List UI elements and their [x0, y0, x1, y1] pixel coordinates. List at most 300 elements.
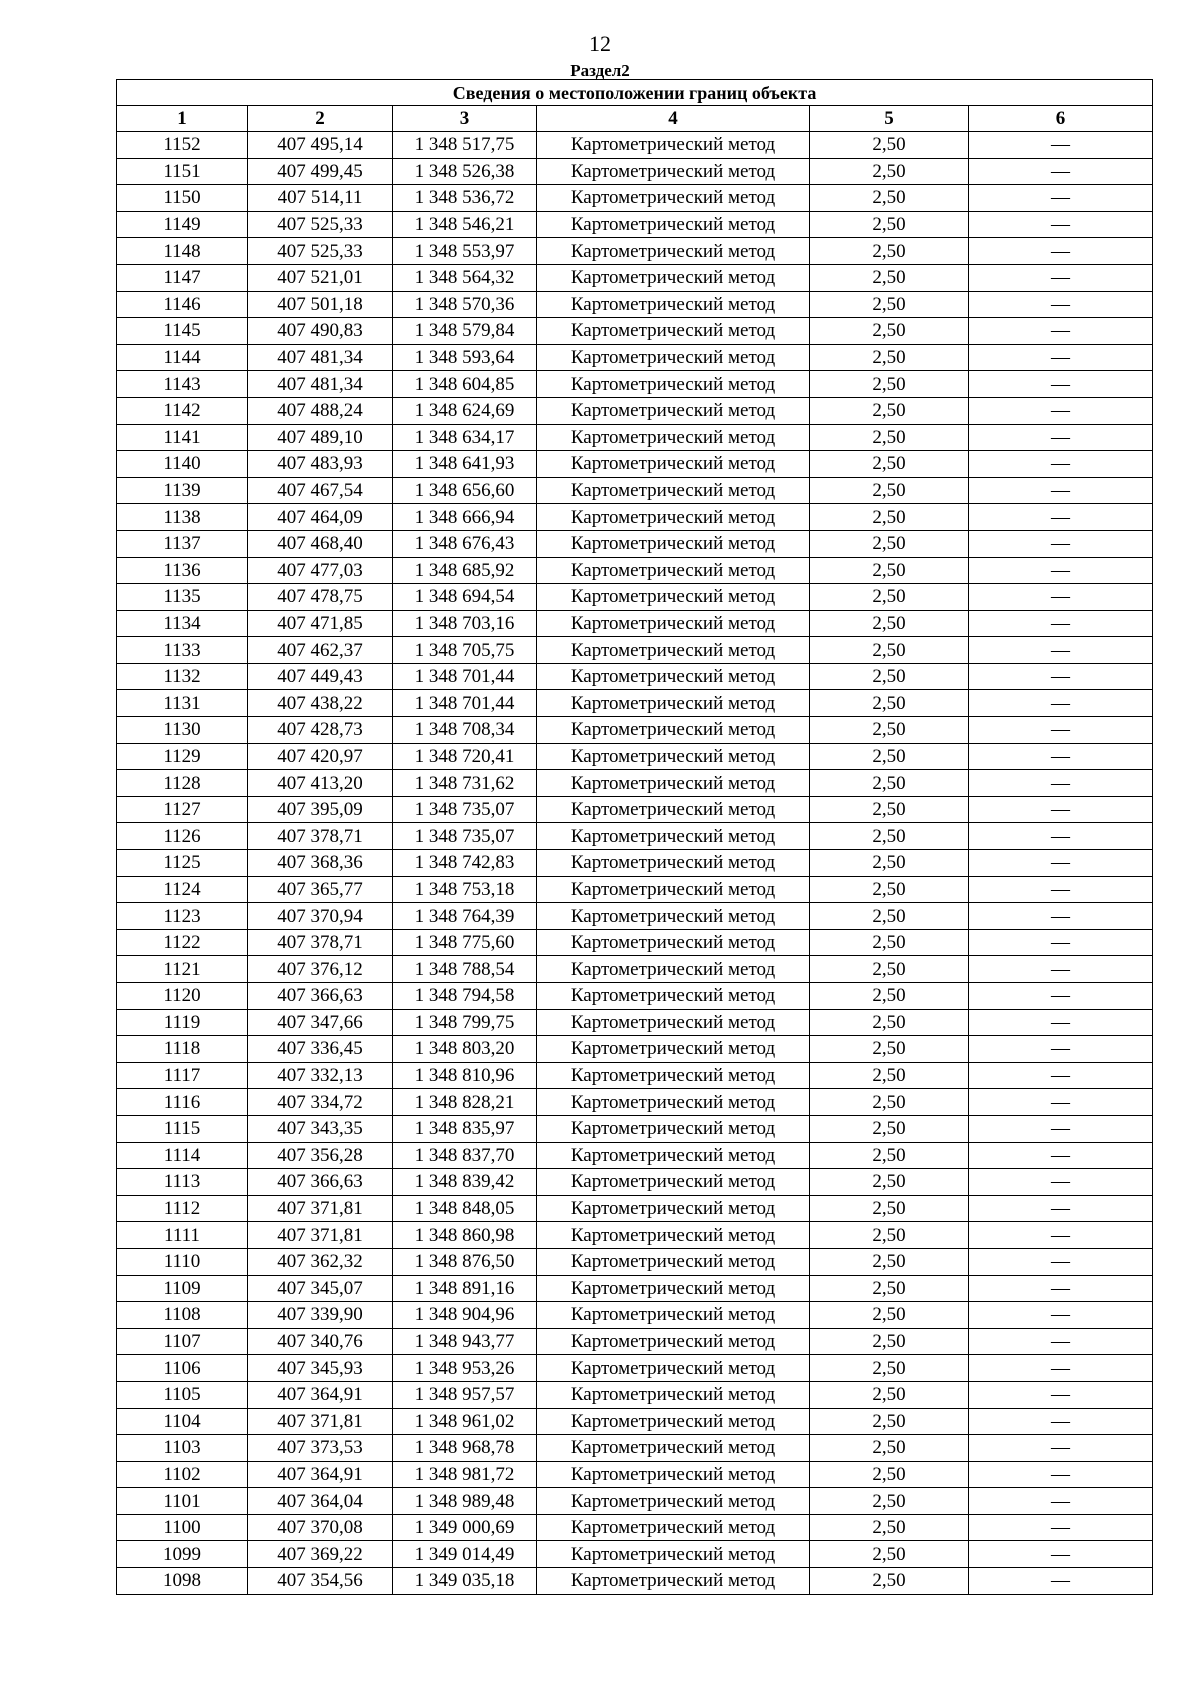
x-coordinate-cell: 407 478,75 — [248, 584, 393, 611]
x-coordinate-cell: 407 481,34 — [248, 371, 393, 398]
method-cell: Картометрический метод — [537, 1302, 810, 1329]
x-coordinate-cell: 407 373,53 — [248, 1435, 393, 1462]
y-coordinate-cell: 1 348 794,58 — [393, 983, 537, 1010]
point-number-cell: 1133 — [117, 637, 248, 664]
x-coordinate-cell: 407 499,45 — [248, 158, 393, 185]
table-row — [117, 637, 1153, 664]
y-coordinate-cell: 1 348 666,94 — [393, 504, 537, 531]
x-coordinate-cell: 407 489,10 — [248, 424, 393, 451]
point-number-cell: 1122 — [117, 929, 248, 956]
point-number-cell: 1148 — [117, 238, 248, 265]
description-cell: — — [969, 451, 1153, 478]
method-cell: Картометрический метод — [537, 584, 810, 611]
x-coordinate-cell: 407 370,94 — [248, 903, 393, 930]
y-coordinate-cell: 1 348 891,16 — [393, 1275, 537, 1302]
description-cell: — — [969, 1568, 1153, 1595]
description-cell: — — [969, 903, 1153, 930]
point-number-cell: 1108 — [117, 1302, 248, 1329]
method-cell: Картометрический метод — [537, 743, 810, 770]
y-coordinate-cell: 1 348 705,75 — [393, 637, 537, 664]
point-number-cell: 1119 — [117, 1009, 248, 1036]
description-cell: — — [969, 823, 1153, 850]
method-cell: Картометрический метод — [537, 1062, 810, 1089]
point-number-cell: 1147 — [117, 264, 248, 291]
method-cell: Картометрический метод — [537, 397, 810, 424]
table-row — [117, 557, 1153, 584]
y-coordinate-cell: 1 348 570,36 — [393, 291, 537, 318]
point-number-cell: 1127 — [117, 796, 248, 823]
table-row — [117, 823, 1153, 850]
point-number-cell: 1150 — [117, 185, 248, 212]
accuracy-cell: 2,50 — [810, 983, 969, 1010]
point-number-cell: 1132 — [117, 663, 248, 690]
method-cell: Картометрический метод — [537, 211, 810, 238]
method-cell: Картометрический метод — [537, 451, 810, 478]
point-number-cell: 1114 — [117, 1142, 248, 1169]
accuracy-cell: 2,50 — [810, 663, 969, 690]
method-cell: Картометрический метод — [537, 983, 810, 1010]
description-cell: — — [969, 504, 1153, 531]
point-number-cell: 1099 — [117, 1541, 248, 1568]
table-row — [117, 1195, 1153, 1222]
description-cell: — — [969, 185, 1153, 212]
table-row — [117, 504, 1153, 531]
point-number-cell: 1116 — [117, 1089, 248, 1116]
y-coordinate-cell: 1 348 961,02 — [393, 1408, 537, 1435]
x-coordinate-cell: 407 364,04 — [248, 1488, 393, 1515]
x-coordinate-cell: 407 347,66 — [248, 1009, 393, 1036]
y-coordinate-cell: 1 348 989,48 — [393, 1488, 537, 1515]
description-cell: — — [969, 264, 1153, 291]
x-coordinate-cell: 407 334,72 — [248, 1089, 393, 1116]
description-cell: — — [969, 397, 1153, 424]
accuracy-cell: 2,50 — [810, 1541, 969, 1568]
description-cell: — — [969, 1302, 1153, 1329]
y-coordinate-cell: 1 348 735,07 — [393, 823, 537, 850]
table-row — [117, 770, 1153, 797]
point-number-cell: 1146 — [117, 291, 248, 318]
y-coordinate-cell: 1 348 835,97 — [393, 1115, 537, 1142]
point-number-cell: 1102 — [117, 1461, 248, 1488]
point-number-cell: 1118 — [117, 1036, 248, 1063]
description-cell: — — [969, 637, 1153, 664]
x-coordinate-cell: 407 376,12 — [248, 956, 393, 983]
column-number: 1 — [117, 106, 248, 132]
point-number-cell: 1106 — [117, 1355, 248, 1382]
description-cell: — — [969, 1381, 1153, 1408]
point-number-cell: 1107 — [117, 1328, 248, 1355]
table-row — [117, 1009, 1153, 1036]
method-cell: Картометрический метод — [537, 1435, 810, 1462]
point-number-cell: 1112 — [117, 1195, 248, 1222]
x-coordinate-cell: 407 369,22 — [248, 1541, 393, 1568]
accuracy-cell: 2,50 — [810, 770, 969, 797]
y-coordinate-cell: 1 349 035,18 — [393, 1568, 537, 1595]
description-cell: — — [969, 1089, 1153, 1116]
table-row — [117, 663, 1153, 690]
boundary-coordinates-table — [116, 79, 1153, 1595]
x-coordinate-cell: 407 345,07 — [248, 1275, 393, 1302]
y-coordinate-cell: 1 348 701,44 — [393, 690, 537, 717]
y-coordinate-cell: 1 349 000,69 — [393, 1514, 537, 1541]
x-coordinate-cell: 407 356,28 — [248, 1142, 393, 1169]
accuracy-cell: 2,50 — [810, 397, 969, 424]
method-cell: Картометрический метод — [537, 796, 810, 823]
table-row — [117, 1328, 1153, 1355]
table-row — [117, 1514, 1153, 1541]
table-row — [117, 530, 1153, 557]
accuracy-cell: 2,50 — [810, 185, 969, 212]
method-cell: Картометрический метод — [537, 530, 810, 557]
y-coordinate-cell: 1 348 904,96 — [393, 1302, 537, 1329]
table-row — [117, 1381, 1153, 1408]
table-row — [117, 690, 1153, 717]
table-row — [117, 185, 1153, 212]
method-cell: Картометрический метод — [537, 1275, 810, 1302]
table-row — [117, 1568, 1153, 1595]
accuracy-cell: 2,50 — [810, 264, 969, 291]
method-cell: Картометрический метод — [537, 1248, 810, 1275]
accuracy-cell: 2,50 — [810, 796, 969, 823]
table-row — [117, 1408, 1153, 1435]
table-row — [117, 1169, 1153, 1196]
accuracy-cell: 2,50 — [810, 1514, 969, 1541]
table-row — [117, 344, 1153, 371]
table-row — [117, 1461, 1153, 1488]
y-coordinate-cell: 1 348 624,69 — [393, 397, 537, 424]
x-coordinate-cell: 407 336,45 — [248, 1036, 393, 1063]
x-coordinate-cell: 407 332,13 — [248, 1062, 393, 1089]
x-coordinate-cell: 407 340,76 — [248, 1328, 393, 1355]
method-cell: Картометрический метод — [537, 663, 810, 690]
point-number-cell: 1125 — [117, 850, 248, 877]
x-coordinate-cell: 407 364,91 — [248, 1381, 393, 1408]
accuracy-cell: 2,50 — [810, 1142, 969, 1169]
table-row — [117, 451, 1153, 478]
x-coordinate-cell: 407 365,77 — [248, 876, 393, 903]
table-row — [117, 929, 1153, 956]
x-coordinate-cell: 407 477,03 — [248, 557, 393, 584]
x-coordinate-cell: 407 471,85 — [248, 610, 393, 637]
description-cell: — — [969, 770, 1153, 797]
description-cell: — — [969, 530, 1153, 557]
accuracy-cell: 2,50 — [810, 1355, 969, 1382]
x-coordinate-cell: 407 514,11 — [248, 185, 393, 212]
point-number-cell: 1152 — [117, 132, 248, 159]
y-coordinate-cell: 1 348 981,72 — [393, 1461, 537, 1488]
description-cell: — — [969, 1435, 1153, 1462]
method-cell: Картометрический метод — [537, 876, 810, 903]
x-coordinate-cell: 407 371,81 — [248, 1222, 393, 1249]
method-cell: Картометрический метод — [537, 1036, 810, 1063]
accuracy-cell: 2,50 — [810, 291, 969, 318]
y-coordinate-cell: 1 348 676,43 — [393, 530, 537, 557]
point-number-cell: 1126 — [117, 823, 248, 850]
y-coordinate-cell: 1 348 517,75 — [393, 132, 537, 159]
table-row — [117, 238, 1153, 265]
column-number-row — [117, 106, 1153, 132]
table-row — [117, 1541, 1153, 1568]
description-cell: — — [969, 956, 1153, 983]
table-row — [117, 1062, 1153, 1089]
accuracy-cell: 2,50 — [810, 1222, 969, 1249]
y-coordinate-cell: 1 348 775,60 — [393, 929, 537, 956]
method-cell: Картометрический метод — [537, 158, 810, 185]
accuracy-cell: 2,50 — [810, 424, 969, 451]
y-coordinate-cell: 1 348 742,83 — [393, 850, 537, 877]
description-cell: — — [969, 663, 1153, 690]
point-number-cell: 1136 — [117, 557, 248, 584]
method-cell: Картометрический метод — [537, 1461, 810, 1488]
accuracy-cell: 2,50 — [810, 1328, 969, 1355]
x-coordinate-cell: 407 483,93 — [248, 451, 393, 478]
table-row — [117, 1302, 1153, 1329]
description-cell: — — [969, 1408, 1153, 1435]
y-coordinate-cell: 1 348 731,62 — [393, 770, 537, 797]
y-coordinate-cell: 1 348 735,07 — [393, 796, 537, 823]
description-cell: — — [969, 344, 1153, 371]
description-cell: — — [969, 557, 1153, 584]
y-coordinate-cell: 1 348 876,50 — [393, 1248, 537, 1275]
y-coordinate-cell: 1 348 564,32 — [393, 264, 537, 291]
table-row — [117, 132, 1153, 159]
point-number-cell: 1145 — [117, 318, 248, 345]
x-coordinate-cell: 407 366,63 — [248, 1169, 393, 1196]
method-cell: Картометрический метод — [537, 1009, 810, 1036]
accuracy-cell: 2,50 — [810, 1115, 969, 1142]
description-cell: — — [969, 876, 1153, 903]
y-coordinate-cell: 1 348 968,78 — [393, 1435, 537, 1462]
column-number: 6 — [969, 106, 1153, 132]
description-cell: — — [969, 1275, 1153, 1302]
point-number-cell: 1134 — [117, 610, 248, 637]
x-coordinate-cell: 407 464,09 — [248, 504, 393, 531]
point-number-cell: 1131 — [117, 690, 248, 717]
method-cell: Картометрический метод — [537, 1195, 810, 1222]
table-row — [117, 610, 1153, 637]
x-coordinate-cell: 407 501,18 — [248, 291, 393, 318]
point-number-cell: 1104 — [117, 1408, 248, 1435]
y-coordinate-cell: 1 348 828,21 — [393, 1089, 537, 1116]
point-number-cell: 1151 — [117, 158, 248, 185]
x-coordinate-cell: 407 488,24 — [248, 397, 393, 424]
x-coordinate-cell: 407 449,43 — [248, 663, 393, 690]
description-cell: — — [969, 1222, 1153, 1249]
accuracy-cell: 2,50 — [810, 1381, 969, 1408]
accuracy-cell: 2,50 — [810, 1009, 969, 1036]
y-coordinate-cell: 1 348 546,21 — [393, 211, 537, 238]
table-row — [117, 1089, 1153, 1116]
point-number-cell: 1113 — [117, 1169, 248, 1196]
point-number-cell: 1137 — [117, 530, 248, 557]
accuracy-cell: 2,50 — [810, 1408, 969, 1435]
x-coordinate-cell: 407 521,01 — [248, 264, 393, 291]
accuracy-cell: 2,50 — [810, 1169, 969, 1196]
y-coordinate-cell: 1 348 848,05 — [393, 1195, 537, 1222]
x-coordinate-cell: 407 371,81 — [248, 1195, 393, 1222]
method-cell: Картометрический метод — [537, 1328, 810, 1355]
x-coordinate-cell: 407 339,90 — [248, 1302, 393, 1329]
accuracy-cell: 2,50 — [810, 876, 969, 903]
x-coordinate-cell: 407 343,35 — [248, 1115, 393, 1142]
accuracy-cell: 2,50 — [810, 1488, 969, 1515]
accuracy-cell: 2,50 — [810, 132, 969, 159]
x-coordinate-cell: 407 378,71 — [248, 823, 393, 850]
x-coordinate-cell: 407 362,32 — [248, 1248, 393, 1275]
x-coordinate-cell: 407 413,20 — [248, 770, 393, 797]
description-cell: — — [969, 1355, 1153, 1382]
accuracy-cell: 2,50 — [810, 584, 969, 611]
y-coordinate-cell: 1 348 604,85 — [393, 371, 537, 398]
table-row — [117, 371, 1153, 398]
accuracy-cell: 2,50 — [810, 637, 969, 664]
accuracy-cell: 2,50 — [810, 530, 969, 557]
x-coordinate-cell: 407 354,56 — [248, 1568, 393, 1595]
accuracy-cell: 2,50 — [810, 610, 969, 637]
table-body — [117, 132, 1153, 1595]
method-cell: Картометрический метод — [537, 1381, 810, 1408]
accuracy-cell: 2,50 — [810, 956, 969, 983]
y-coordinate-cell: 1 348 957,57 — [393, 1381, 537, 1408]
accuracy-cell: 2,50 — [810, 1302, 969, 1329]
description-cell: — — [969, 371, 1153, 398]
description-cell: — — [969, 1195, 1153, 1222]
method-cell: Картометрический метод — [537, 185, 810, 212]
x-coordinate-cell: 407 371,81 — [248, 1408, 393, 1435]
point-number-cell: 1135 — [117, 584, 248, 611]
description-cell: — — [969, 1461, 1153, 1488]
point-number-cell: 1141 — [117, 424, 248, 451]
table-row — [117, 743, 1153, 770]
point-number-cell: 1140 — [117, 451, 248, 478]
y-coordinate-cell: 1 348 536,72 — [393, 185, 537, 212]
y-coordinate-cell: 1 348 860,98 — [393, 1222, 537, 1249]
table-row — [117, 717, 1153, 744]
x-coordinate-cell: 407 395,09 — [248, 796, 393, 823]
description-cell: — — [969, 1115, 1153, 1142]
method-cell: Картометрический метод — [537, 504, 810, 531]
x-coordinate-cell: 407 428,73 — [248, 717, 393, 744]
description-cell: — — [969, 1328, 1153, 1355]
description-cell: — — [969, 690, 1153, 717]
x-coordinate-cell: 407 525,33 — [248, 211, 393, 238]
accuracy-cell: 2,50 — [810, 1036, 969, 1063]
y-coordinate-cell: 1 348 788,54 — [393, 956, 537, 983]
table-row — [117, 318, 1153, 345]
accuracy-cell: 2,50 — [810, 823, 969, 850]
x-coordinate-cell: 407 345,93 — [248, 1355, 393, 1382]
table-row — [117, 983, 1153, 1010]
description-cell: — — [969, 1036, 1153, 1063]
table-row — [117, 1248, 1153, 1275]
y-coordinate-cell: 1 348 764,39 — [393, 903, 537, 930]
method-cell: Картометрический метод — [537, 717, 810, 744]
description-cell: — — [969, 610, 1153, 637]
table-row — [117, 424, 1153, 451]
point-number-cell: 1121 — [117, 956, 248, 983]
x-coordinate-cell: 407 364,91 — [248, 1461, 393, 1488]
x-coordinate-cell: 407 366,63 — [248, 983, 393, 1010]
table-row — [117, 477, 1153, 504]
method-cell: Картометрический метод — [537, 1169, 810, 1196]
y-coordinate-cell: 1 348 553,97 — [393, 238, 537, 265]
table-row — [117, 397, 1153, 424]
method-cell: Картометрический метод — [537, 770, 810, 797]
point-number-cell: 1144 — [117, 344, 248, 371]
method-cell: Картометрический метод — [537, 1408, 810, 1435]
accuracy-cell: 2,50 — [810, 929, 969, 956]
y-coordinate-cell: 1 348 708,34 — [393, 717, 537, 744]
y-coordinate-cell: 1 348 837,70 — [393, 1142, 537, 1169]
accuracy-cell: 2,50 — [810, 1275, 969, 1302]
y-coordinate-cell: 1 348 803,20 — [393, 1036, 537, 1063]
y-coordinate-cell: 1 348 641,93 — [393, 451, 537, 478]
table-row — [117, 1142, 1153, 1169]
x-coordinate-cell: 407 378,71 — [248, 929, 393, 956]
point-number-cell: 1124 — [117, 876, 248, 903]
accuracy-cell: 2,50 — [810, 211, 969, 238]
method-cell: Картометрический метод — [537, 637, 810, 664]
point-number-cell: 1100 — [117, 1514, 248, 1541]
column-number: 5 — [810, 106, 969, 132]
y-coordinate-cell: 1 348 943,77 — [393, 1328, 537, 1355]
accuracy-cell: 2,50 — [810, 451, 969, 478]
y-coordinate-cell: 1 349 014,49 — [393, 1541, 537, 1568]
y-coordinate-cell: 1 348 593,64 — [393, 344, 537, 371]
accuracy-cell: 2,50 — [810, 1089, 969, 1116]
point-number-cell: 1105 — [117, 1381, 248, 1408]
description-cell: — — [969, 1541, 1153, 1568]
method-cell: Картометрический метод — [537, 477, 810, 504]
point-number-cell: 1130 — [117, 717, 248, 744]
point-number-cell: 1111 — [117, 1222, 248, 1249]
description-cell: — — [969, 743, 1153, 770]
column-number: 4 — [537, 106, 810, 132]
description-cell: — — [969, 477, 1153, 504]
y-coordinate-cell: 1 348 685,92 — [393, 557, 537, 584]
x-coordinate-cell: 407 370,08 — [248, 1514, 393, 1541]
description-cell: — — [969, 850, 1153, 877]
accuracy-cell: 2,50 — [810, 158, 969, 185]
x-coordinate-cell: 407 420,97 — [248, 743, 393, 770]
method-cell: Картометрический метод — [537, 424, 810, 451]
y-coordinate-cell: 1 348 703,16 — [393, 610, 537, 637]
accuracy-cell: 2,50 — [810, 903, 969, 930]
accuracy-cell: 2,50 — [810, 238, 969, 265]
table-row — [117, 1115, 1153, 1142]
method-cell: Картометрический метод — [537, 344, 810, 371]
x-coordinate-cell: 407 467,54 — [248, 477, 393, 504]
method-cell: Картометрический метод — [537, 903, 810, 930]
description-cell: — — [969, 584, 1153, 611]
y-coordinate-cell: 1 348 799,75 — [393, 1009, 537, 1036]
point-number-cell: 1101 — [117, 1488, 248, 1515]
accuracy-cell: 2,50 — [810, 1568, 969, 1595]
point-number-cell: 1123 — [117, 903, 248, 930]
method-cell: Картометрический метод — [537, 610, 810, 637]
description-cell: — — [969, 1248, 1153, 1275]
table-row — [117, 876, 1153, 903]
table-row — [117, 1435, 1153, 1462]
point-number-cell: 1115 — [117, 1115, 248, 1142]
description-cell: — — [969, 318, 1153, 345]
description-cell: — — [969, 424, 1153, 451]
description-cell: — — [969, 158, 1153, 185]
x-coordinate-cell: 407 462,37 — [248, 637, 393, 664]
method-cell: Картометрический метод — [537, 956, 810, 983]
accuracy-cell: 2,50 — [810, 690, 969, 717]
method-cell: Картометрический метод — [537, 318, 810, 345]
